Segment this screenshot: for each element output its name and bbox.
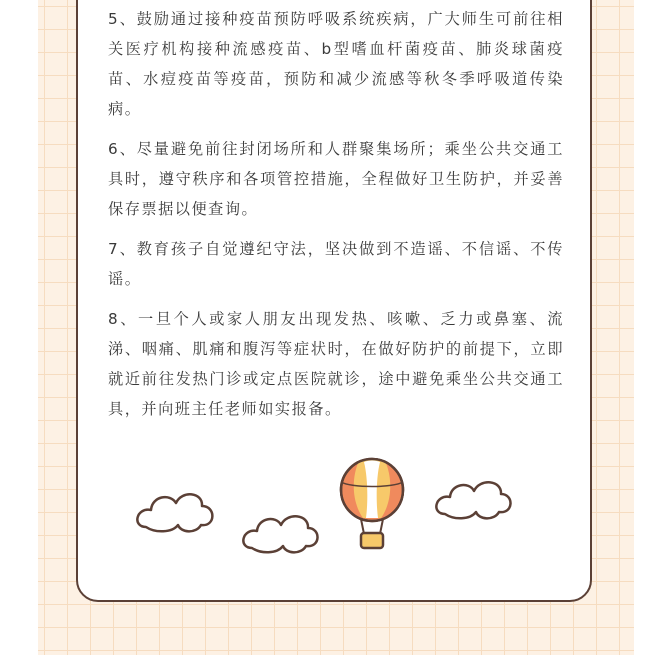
cloud-icon <box>243 516 317 552</box>
hot-air-balloon-icon <box>341 459 403 548</box>
notice-item-7: 7、教育孩子自觉遵纪守法，坚决做到不造谣、不信谣、不传谣。 <box>108 240 564 288</box>
cloud-icon <box>436 482 510 518</box>
notice-item-5: 5、鼓励通过接种疫苗预防呼吸系统疾病，广大师生可前往相关医疗机构接种流感疫苗、b型嗜血杆菌疫苗、肺炎球菌疫苗、水痘疫苗等疫苗，预防和减少流感等秋冬季呼吸道传染病。 <box>108 10 564 118</box>
cloud-icon <box>137 494 212 531</box>
notice-item-8: 8、一旦个人或家人朋友出现发热、咳嗽、乏力或鼻塞、流涕、咽痛、肌痛和腹泻等症状时，在做好防护的前提下，立即就近前往发热门诊或定点医院就诊，途中避免乘坐公共交通工具，并向班主任老师如实报备。 <box>108 310 564 418</box>
notice-item-6: 6、尽量避免前往封闭场所和人群聚集场所；乘坐公共交通工具时，遵守秩序和各项管控措施，全程做好卫生防护，并妥善保存票据以便查询。 <box>108 140 564 218</box>
